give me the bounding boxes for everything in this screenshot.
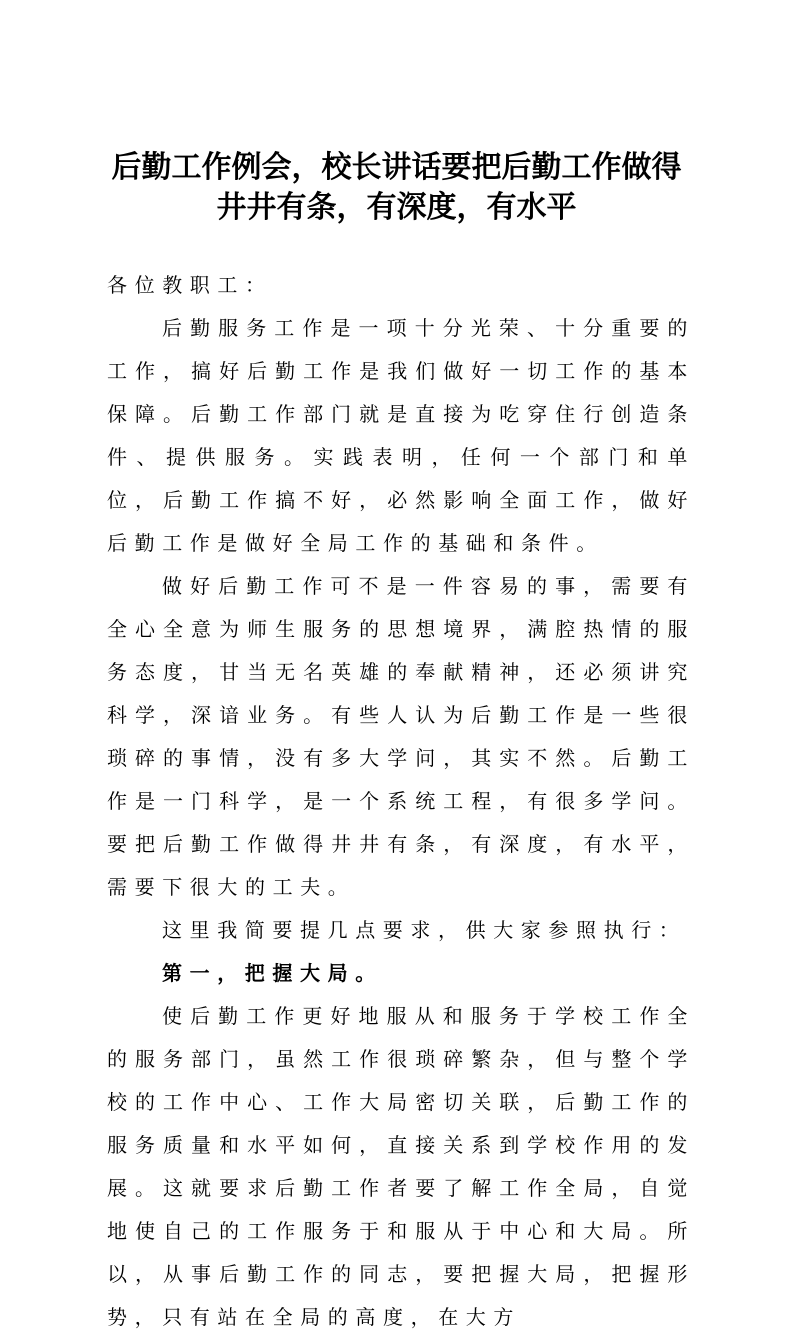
- section-heading: 第一，把握大局。: [162, 961, 383, 985]
- salutation: 各位教职工：: [107, 273, 273, 297]
- paragraph: 这里我简要提几点要求，供大家参照执行：: [162, 918, 687, 942]
- paragraph: 使后勤工作更好地服从和服务于学校工作全的服务部门，虽然工作很琐碎繁杂，但与整个学校的工作中心、工作大局密切关联，后勤工作的服务质量和水平如何，直接关系到学校作用的发展。这就要求后勤工作者要了解工作全局，自觉地使自己的工作服务于和服从于中心和大局。所以，从事后勤工作的同志，要把握大局，把握形势，只有站在全局的高度，在大方: [107, 1004, 695, 1329]
- document-body: [107, 264, 695, 1339]
- paragraph: 做好后勤工作可不是一件容易的事，需要有全心全意为师生服务的思想境界，满腔热情的服务态度，甘当无名英雄的奉献精神，还必须讲究科学，深谙业务。有些人认为后勤工作是一些很琐碎的事情，没有多大学问，其实不然。后勤工作是一门科学，是一个系统工程，有很多学问。要把后勤工作做得井井有条，有深度，有水平，需要下很大的工夫。: [107, 574, 695, 899]
- document-title: 后勤工作例会，校长讲话要把后勤工作做得井井有条，有深度，有水平: [111, 150, 682, 225]
- paragraph: 后勤服务工作是一项十分光荣、十分重要的工作，搞好后勤工作是我们做好一切工作的基本保障。后勤工作部门就是直接为吃穿住行创造条件、提供服务。实践表明，任何一个部门和单位，后勤工作搞不好，必然影响全面工作，做好后勤工作是做好全局工作的基础和条件。: [107, 316, 695, 555]
